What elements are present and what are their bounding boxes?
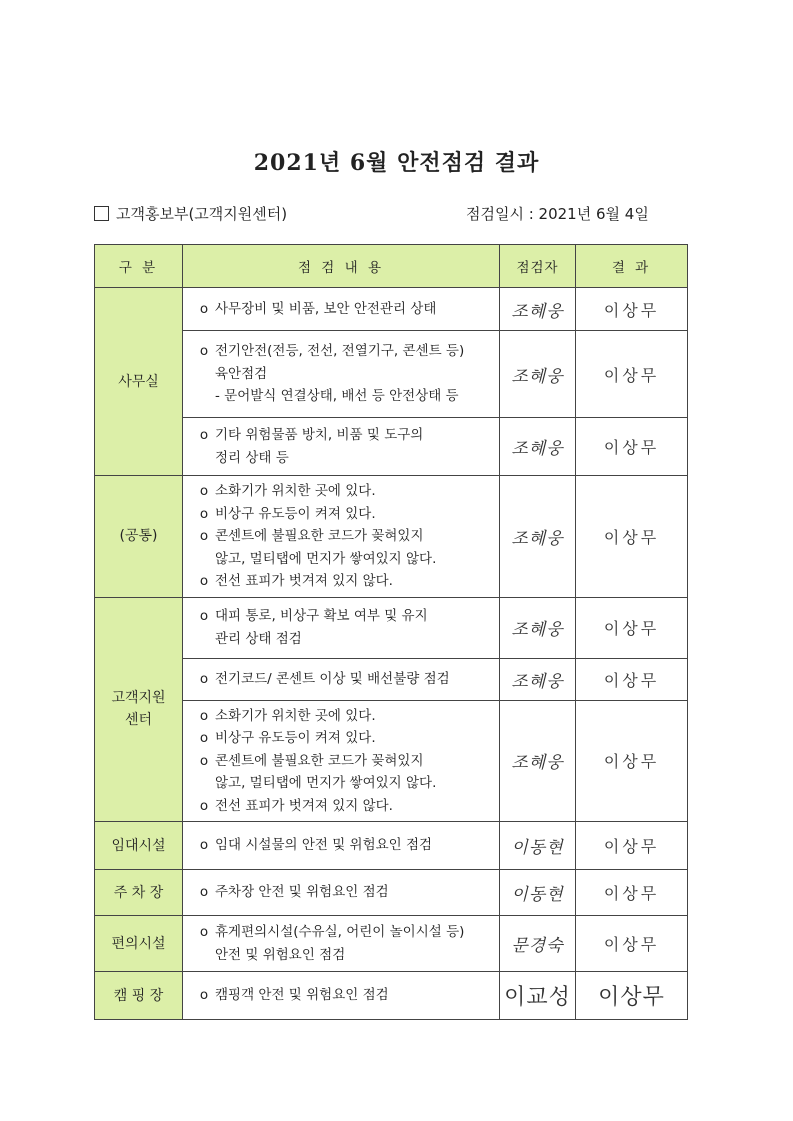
table-row [95, 331, 688, 418]
content-text: 임대 시설물의 안전 및 위험요인 점검 [215, 837, 433, 854]
content-line [193, 385, 491, 408]
department-label [94, 203, 287, 224]
category-common: (공통) [95, 476, 183, 598]
content-text: 않고, 멀티탭에 먼지가 쌓여있지 않다. [215, 550, 437, 567]
bullet-icon: o [199, 797, 209, 814]
bullet-icon: o [199, 427, 209, 443]
result-signature: 이상무 [576, 658, 688, 700]
content-line [193, 668, 491, 691]
content-text: 육안점검 [215, 365, 268, 382]
result-signature: 이상무 [576, 822, 688, 870]
bullet-icon: o [199, 730, 209, 746]
content-text: 기타 위험물품 방치, 비품 및 도구의 [215, 427, 424, 443]
inspector-signature: 조혜웅 [500, 288, 576, 331]
inspection-date: 점검일시 : 2021년 6월 4일 [466, 205, 649, 223]
category-office: 사무실 [95, 288, 183, 476]
content-line [193, 447, 491, 470]
row-content [183, 418, 500, 476]
bullet-icon: o [199, 505, 209, 522]
header-inspector: 점검자 [500, 245, 576, 288]
category-convenience: 편의시설 [95, 916, 183, 972]
bullet-icon: o [199, 300, 209, 317]
content-line [193, 921, 491, 944]
header-category: 구 분 [95, 245, 183, 288]
content-line [193, 340, 491, 363]
inspector-signature: 조혜웅 [500, 658, 576, 700]
table-row [95, 870, 688, 916]
content-line [193, 363, 491, 386]
content-text: 정리 상태 등 [215, 449, 289, 466]
content-text: - 문어발식 연결상태, 배선 등 안전상태 등 [215, 388, 459, 405]
bullet-icon: o [199, 707, 209, 724]
content-line [193, 795, 491, 818]
header-result: 결 과 [576, 245, 688, 288]
department-name: 고객홍보부(고객지원센터) [116, 205, 288, 223]
result-signature: 이상무 [576, 331, 688, 418]
content-text: 소화기가 위치한 곳에 있다. [215, 483, 376, 499]
content-line [193, 881, 491, 904]
content-text: 비상구 유도등이 켜져 있다. [215, 730, 376, 746]
content-text: 대피 통로, 비상구 확보 여부 및 유지 [215, 608, 428, 624]
bullet-icon: o [199, 573, 209, 589]
inspector-signature: 조혜웅 [500, 331, 576, 418]
bullet-icon: o [199, 670, 209, 687]
content-text: 소화기가 위치한 곳에 있다. [215, 707, 376, 724]
table-row [95, 658, 688, 700]
category-camping: 캠 핑 장 [95, 972, 183, 1020]
result-signature: 이상무 [576, 418, 688, 476]
row-content [183, 597, 500, 658]
content-line [193, 570, 491, 593]
content-text: 콘센트에 불필요한 코드가 꽂혀있지 [215, 528, 424, 544]
category-parking: 주 차 장 [95, 870, 183, 916]
inspector-signature: 조혜웅 [500, 700, 576, 822]
inspection-table [94, 244, 688, 1020]
bullet-icon: o [199, 837, 209, 854]
content-text: 전기코드/ 콘센트 이상 및 배선불량 점검 [215, 670, 450, 687]
bullet-icon: o [199, 924, 209, 940]
content-line [193, 750, 491, 773]
result-signature: 이상무 [576, 476, 688, 598]
inspector-signature: 조혜웅 [500, 597, 576, 658]
result-signature: 이상무 [576, 916, 688, 972]
content-line [193, 772, 491, 795]
bullet-icon: o [199, 483, 209, 499]
content-text: 않고, 멀티탭에 먼지가 쌓여있지 않다. [215, 775, 437, 791]
result-signature: 이상무 [576, 288, 688, 331]
row-content [183, 916, 500, 972]
inspector-signature: 조혜웅 [500, 418, 576, 476]
header-content: 점 검 내 용 [183, 245, 500, 288]
category-center [95, 597, 183, 822]
result-signature: 이상무 [576, 597, 688, 658]
row-content [183, 870, 500, 916]
content-line [193, 424, 491, 447]
table-row [95, 288, 688, 331]
content-text: 사무장비 및 비품, 보안 안전관리 상태 [215, 300, 437, 317]
content-line [193, 548, 491, 571]
content-text: 주차장 안전 및 위험요인 점검 [215, 884, 389, 901]
content-line [193, 605, 491, 628]
row-content [183, 700, 500, 822]
content-line [193, 628, 491, 651]
content-text: 안전 및 위험요인 점검 [215, 946, 346, 963]
table-row [95, 916, 688, 972]
category-rental: 임대시설 [95, 822, 183, 870]
table-row [95, 822, 688, 870]
result-signature: 이상무 [576, 972, 688, 1020]
bullet-icon: o [199, 528, 209, 544]
inspector-signature: 이동현 [500, 822, 576, 870]
result-signature: 이상무 [576, 700, 688, 822]
content-text: 전선 표피가 벗겨져 있지 않다. [215, 797, 393, 814]
inspector-signature: 이동현 [500, 870, 576, 916]
table-row [95, 972, 688, 1020]
table-row [95, 476, 688, 598]
content-line [193, 525, 491, 548]
content-text: 전선 표피가 벗겨져 있지 않다. [215, 573, 393, 589]
category-center-label: 고객지원센터 [111, 690, 166, 729]
content-line [193, 944, 491, 967]
page-title: 2021년 6월 안전점검 결과 [253, 150, 540, 176]
content-text: 캠핑객 안전 및 위험요인 점검 [215, 987, 389, 1004]
bullet-icon: o [199, 884, 209, 901]
content-line [193, 727, 491, 750]
content-text: 전기안전(전등, 전선, 전열기구, 콘센트 등) [215, 343, 465, 360]
content-line [193, 480, 491, 503]
content-line [193, 503, 491, 526]
content-line [193, 705, 491, 728]
row-content [183, 331, 500, 418]
checkbox-icon[interactable] [94, 206, 109, 221]
bullet-icon: o [199, 987, 209, 1004]
content-text: 비상구 유도등이 켜져 있다. [215, 505, 376, 522]
inspector-signature: 이교성 [500, 972, 576, 1020]
content-text: 콘센트에 불필요한 코드가 꽂혀있지 [215, 752, 424, 769]
bullet-icon: o [199, 752, 209, 769]
row-content [183, 476, 500, 598]
bullet-icon: o [199, 608, 209, 624]
content-line [193, 984, 491, 1007]
content-line [193, 298, 491, 321]
row-content [183, 822, 500, 870]
result-signature: 이상무 [576, 870, 688, 916]
row-content [183, 288, 500, 331]
row-content [183, 972, 500, 1020]
inspector-signature: 조혜웅 [500, 476, 576, 598]
content-text: 휴게편의시설(수유실, 어린이 놀이시설 등) [215, 924, 465, 940]
row-content [183, 658, 500, 700]
content-line [193, 834, 491, 857]
table-row [95, 418, 688, 476]
table-row [95, 597, 688, 658]
table-header-row [95, 245, 688, 288]
content-text: 관리 상태 점검 [215, 630, 302, 647]
table-row [95, 700, 688, 822]
inspector-signature: 문경숙 [500, 916, 576, 972]
bullet-icon: o [199, 343, 209, 360]
